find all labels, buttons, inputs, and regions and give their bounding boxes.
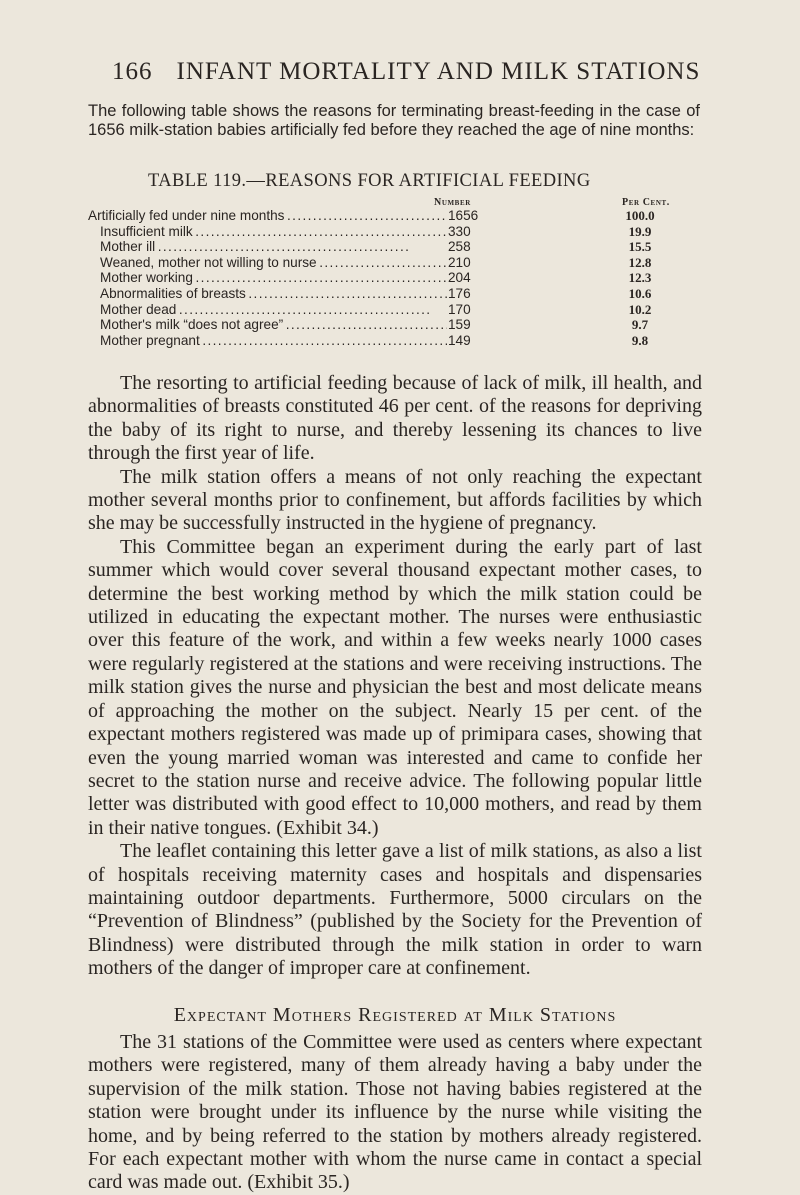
table-row [100, 317, 700, 333]
body-paragraph: The leaflet containing this letter gave a list of milk stations, as also a list of hospitals receiving maternity cases and hospitals and dispensaries maintaining outdoor departments. Furthermore, 5000 circulars on the “Prevention of Blindness” (published by the Society for the Prevention of Blindness) were distributed through the milk station in order to warn mothers of the danger of improper care at confinement. [88, 840, 702, 980]
running-header [112, 58, 701, 86]
row-number: 330 [448, 223, 471, 239]
table-row [100, 302, 700, 318]
row-number: 258 [448, 239, 471, 255]
table-row [100, 286, 700, 302]
row-label: Mother pregnant . . . [100, 333, 447, 349]
row-label: Insufficient milk . . . [100, 224, 447, 240]
row-label: Weaned, mother not willing to nurse . . . [100, 255, 447, 271]
row-label: Mother ill . . . [100, 239, 447, 255]
table-row [100, 224, 700, 240]
row-number: 204 [448, 270, 471, 286]
row-percent: 9.8 [631, 332, 649, 348]
body-paragraph: This Committee began an experiment during the early part of last summer which would cover several thousand expectant mother cases, to determine the best working method by which the milk station could be utilized in educating the expectant mother. The nurses were enthusiastic over this feature of the work, and within a few weeks nearly 1000 cases were regularly registered at the stations and were receiving instructions. The milk station gives the nurse and physician the best and most delicate means of approaching the mother on the subject. Nearly 15 per cent. of the expectant mothers registered was made up of primipara cases, showing that even the young married woman was interested and came to confide her secret to the station nurse and receive advice. The following popular little letter was distributed with good effect to 10,000 mothers, and read by them in their native tongues. (Exhibit 34.) [88, 535, 702, 839]
row-label: Artificially fed under nine months . . . [88, 208, 447, 224]
row-label: Abnormalities of breasts . . . [100, 286, 447, 302]
row-percent: 10.2 [628, 301, 652, 317]
body-paragraph: The milk station offers a means of not only reaching the expectant mother several months prior to confinement, but affords facilities by which she may be successfully instructed in the hygiene of pregnancy. [88, 465, 702, 535]
section-heading: Expectant Mothers Registered at Milk Stations [173, 1003, 617, 1026]
row-number: 149 [448, 332, 471, 348]
row-number: 210 [448, 254, 471, 270]
row-percent: 12.8 [628, 254, 652, 270]
row-percent: 9.7 [631, 317, 649, 333]
intro-paragraph: The following table shows the reasons for terminating breast-feeding in the case of 1656 milk-station babies artificially fed before they reached the age of nine months: [88, 102, 700, 139]
row-number: 170 [448, 301, 471, 317]
column-header-number: Number [434, 197, 471, 208]
table-title: TABLE 119.—REASONS FOR ARTIFICIAL FEEDING [148, 171, 591, 191]
body-paragraph: The resorting to artificial feeding because of lack of milk, ill health, and abnormalities of breasts constituted 46 per cent. of the reasons for depriving the baby of its right to nurse, and thereby lessening its chances to live through the first year of life. [88, 372, 702, 465]
row-percent: 15.5 [628, 239, 652, 255]
row-label: Mother's milk “does not agree” . . . [100, 317, 447, 333]
body-text [88, 372, 702, 1195]
table-row [88, 208, 700, 224]
row-percent: 10.6 [628, 285, 652, 301]
table-row [100, 239, 700, 255]
row-number: 1656 [448, 208, 479, 223]
page-number: 166 [112, 58, 153, 85]
row-label: Mother working . . . [100, 270, 447, 286]
row-percent: 12.3 [628, 270, 652, 286]
running-title: INFANT MORTALITY AND MILK STATIONS [176, 58, 701, 85]
row-percent: 100.0 [625, 208, 655, 223]
row-label: Mother dead . . . [100, 302, 447, 318]
column-header-percent: Per Cent. [622, 197, 670, 208]
row-percent: 19.9 [628, 223, 652, 239]
table-row [100, 255, 700, 271]
body-paragraph: The 31 stations of the Committee were used as centers where expectant mothers were registered, many of them already having a baby under the supervision of the milk station. Those not having babies registered at the station were brought under its influence by the nurse while visiting the home, and by being referred to the station by mothers already registered. For each expectant mother with whom the nurse came in contact a special card was made out. (Exhibit 35.) [88, 1030, 702, 1194]
row-number: 159 [448, 317, 471, 333]
table-row [100, 270, 700, 286]
table-row [100, 333, 700, 349]
row-number: 176 [448, 285, 471, 301]
